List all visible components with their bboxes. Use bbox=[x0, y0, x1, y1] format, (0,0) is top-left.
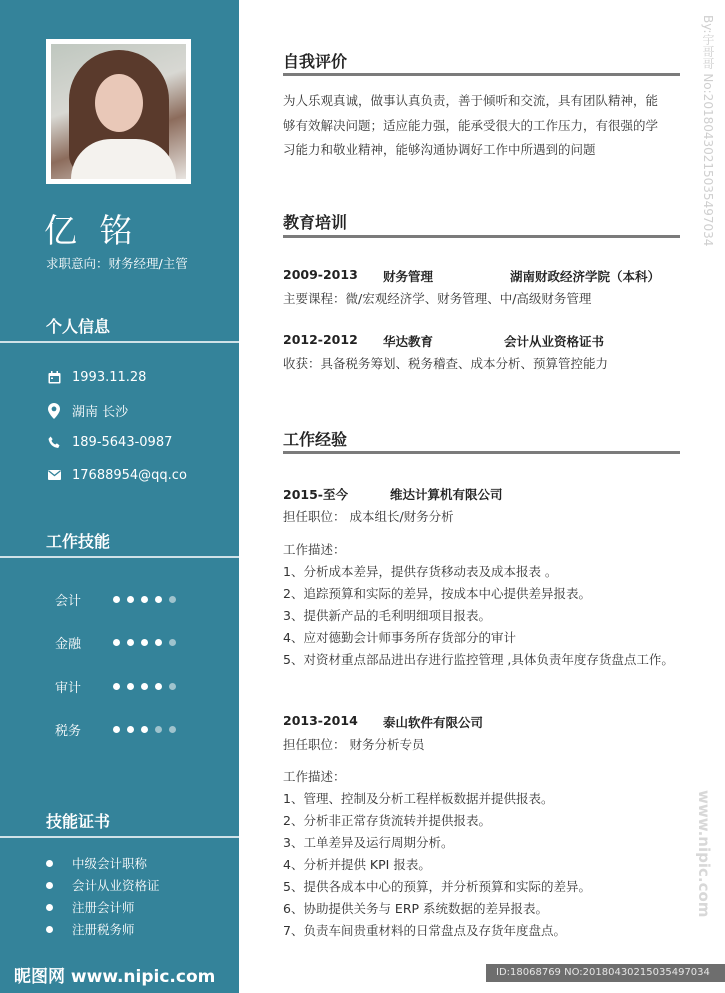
profile-photo bbox=[46, 39, 191, 184]
calendar-icon bbox=[46, 369, 62, 385]
certificate-list bbox=[46, 852, 160, 940]
rating-dot bbox=[113, 683, 120, 690]
location-row bbox=[46, 401, 128, 420]
list-item: 4、分析并提供 KPI 报表。 bbox=[283, 857, 431, 872]
rating-dot bbox=[155, 683, 162, 690]
skill-rating bbox=[113, 639, 183, 646]
email-row bbox=[46, 467, 187, 483]
divider bbox=[0, 836, 239, 838]
mail-icon bbox=[46, 467, 62, 483]
side-site-watermark: www.nipic.com bbox=[695, 790, 713, 918]
personal-info-title: 个人信息 bbox=[46, 317, 111, 336]
list-item: 4、应对德勤会计师事务所存货部分的审计 bbox=[283, 630, 516, 645]
skill-name: 税务 bbox=[55, 724, 82, 739]
list-item: 6、协助提供关务与 ERP 系统数据的差异报表。 bbox=[283, 901, 549, 916]
divider bbox=[0, 341, 239, 343]
section-divider bbox=[283, 235, 680, 238]
divider bbox=[0, 556, 239, 558]
certificates-title: 技能证书 bbox=[46, 812, 111, 831]
job-intent: 求职意向：财务经理/主管 bbox=[46, 256, 188, 271]
rating-dot bbox=[169, 639, 176, 646]
skill-name: 审计 bbox=[55, 681, 82, 696]
skill-row bbox=[55, 590, 215, 609]
list-item: 7、负责车间贵重材料的日常盘点及存货年度盘点。 bbox=[283, 923, 566, 938]
education-entry-detail: 收获：具备税务筹划、税务稽查、成本分析、预算管控能力 bbox=[283, 356, 609, 371]
education-entry-detail: 主要课程：微/宏观经济学、财务管理、中/高级财务管理 bbox=[283, 291, 592, 306]
rating-dot bbox=[113, 726, 120, 733]
rating-dot bbox=[141, 596, 148, 603]
skill-name: 金融 bbox=[55, 637, 82, 652]
list-item: 5、对资材重点部品进出存进行监控管理 ,具体负责年度存货盘点工作。 bbox=[283, 652, 674, 667]
skill-name: 会计 bbox=[55, 594, 82, 609]
rating-dot bbox=[113, 596, 120, 603]
rating-dot bbox=[155, 639, 162, 646]
list-item: 5、提供各成本中心的预算，并分析预算和实际的差异。 bbox=[283, 879, 591, 894]
photo-image bbox=[51, 44, 186, 179]
birthday-row bbox=[46, 369, 146, 385]
self-eval-title: 自我评价 bbox=[283, 52, 348, 71]
work-desc-label: 工作描述： bbox=[283, 542, 346, 557]
candidate-name: 亿 铭 bbox=[44, 211, 139, 250]
location-value: 湖南 长沙 bbox=[72, 405, 129, 420]
rating-dot bbox=[141, 639, 148, 646]
location-pin-icon bbox=[46, 403, 62, 419]
phone-row bbox=[46, 434, 172, 450]
rating-dot bbox=[141, 726, 148, 733]
rating-dot bbox=[127, 596, 134, 603]
rating-dot bbox=[141, 683, 148, 690]
site-watermark: 昵图网 www.nipic.com bbox=[14, 967, 216, 987]
phone-value: 189-5643-0987 bbox=[72, 434, 173, 450]
work-desc-label: 工作描述： bbox=[283, 769, 346, 784]
list-item: 注册会计师 bbox=[46, 896, 160, 918]
section-divider bbox=[283, 451, 680, 454]
rating-dot bbox=[169, 726, 176, 733]
skill-row bbox=[55, 677, 215, 696]
rating-dot bbox=[169, 683, 176, 690]
rating-dot bbox=[127, 639, 134, 646]
skill-rating bbox=[113, 596, 183, 603]
rating-dot bbox=[155, 726, 162, 733]
list-item: 1、管理、控制及分析工程样板数据并提供报表。 bbox=[283, 791, 554, 806]
rating-dot bbox=[169, 596, 176, 603]
list-item: 注册税务师 bbox=[46, 918, 160, 940]
education-title: 教育培训 bbox=[283, 213, 348, 232]
sidebar bbox=[0, 0, 239, 993]
email-value: 17688954@qq.co bbox=[72, 467, 187, 483]
birthday-value: 1993.11.28 bbox=[72, 369, 147, 385]
skills-title: 工作技能 bbox=[46, 532, 111, 551]
id-watermark: ID:18068769 NO:20180430215035497034 bbox=[486, 964, 725, 982]
work-position: 担任职位： 成本组长/财务分析 bbox=[283, 509, 454, 524]
skill-rating bbox=[113, 726, 183, 733]
list-item: 中级会计职称 bbox=[46, 852, 160, 874]
work-position: 担任职位： 财务分析专员 bbox=[283, 737, 425, 752]
list-item: 3、提供新产品的毛利明细项目报表。 bbox=[283, 608, 491, 623]
section-divider bbox=[283, 73, 680, 76]
list-item: 2、分析非正常存货流转并提供报表。 bbox=[283, 813, 491, 828]
rating-dot bbox=[127, 726, 134, 733]
list-item: 会计从业资格证 bbox=[46, 874, 160, 896]
side-watermark: By:宇哥哥 No:20180430215035497034 bbox=[701, 15, 715, 247]
work-title: 工作经验 bbox=[283, 430, 348, 449]
list-item: 3、工单差异及运行周期分析。 bbox=[283, 835, 454, 850]
phone-icon bbox=[46, 434, 62, 450]
rating-dot bbox=[113, 639, 120, 646]
rating-dot bbox=[155, 596, 162, 603]
skill-rating bbox=[113, 683, 183, 690]
list-item: 1、分析成本差异，提供存货移动表及成本报表 。 bbox=[283, 564, 558, 579]
skill-row bbox=[55, 633, 215, 652]
list-item: 2、追踪预算和实际的差异，按成本中心提供差异报表。 bbox=[283, 586, 591, 601]
self-eval-text: 为人乐观真诚，做事认真负责，善于倾听和交流，具有团队精神，能 够有效解决问题；适应能力强，能承受很大的工作压力，有很强的学 习能力和敬业精神，能够沟通协调好工作中所遇到的问题 bbox=[283, 93, 659, 157]
rating-dot bbox=[127, 683, 134, 690]
skill-row bbox=[55, 720, 215, 739]
